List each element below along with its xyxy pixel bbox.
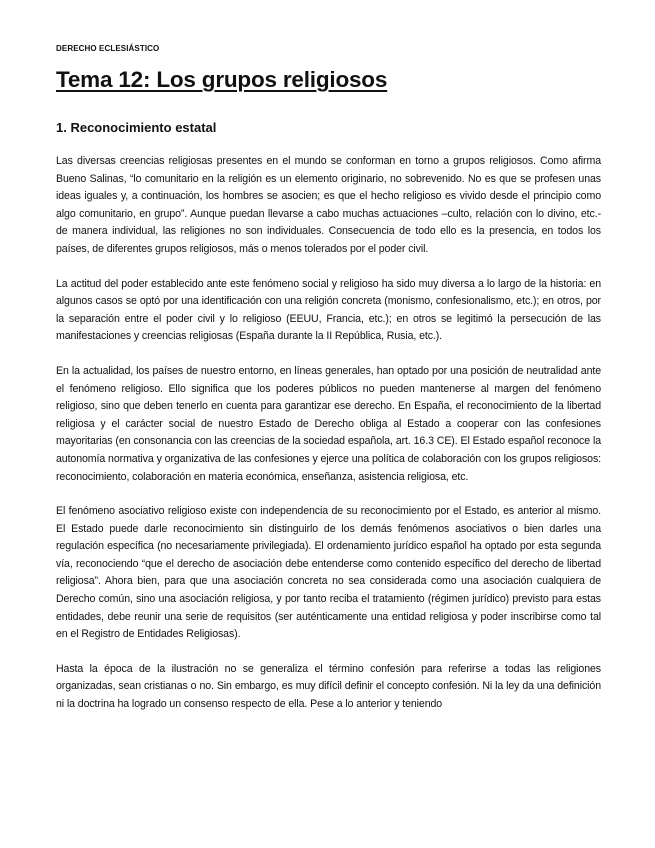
- paragraph-3: En la actualidad, los países de nuestro entorno, en líneas generales, han optado por una posición de neutralidad ante el fenómeno religioso. Ello significa que los poderes públicos no pueden mantenerse al margen del fenómeno religioso, sino que deben tenerlo en cuenta para garantizar ese derecho. En España, el reconocimiento de la libertad religiosa y el carácter social de nuestro Estado de Derecho obliga al Estado a cooperar con las confesiones mayoritarias (en consonancia con las creencias de la sociedad española, art. 16.3 CE). El Estado español reconoce la autonomía normativa y organizativa de las confesiones y ejerce una política de colaboración con los grupos religiosos: reconocimiento, colaboración en materia económica, enseñanza, asistencia religiosa, etc.: [56, 364, 601, 483]
- running-header: DERECHO ECLESIÁSTICO: [56, 44, 160, 53]
- paragraph-4: El fenómeno asociativo religioso existe con independencia de su reconocimiento por el Estado, es anterior al mismo. El Estado puede darle reconocimiento sin distinguirlo de los demás fenómenos asociativos o bien darles una regulación específica (no necesariamente privilegiada). El ordenamiento jurídico español ha optado por esta segunda vía, reconociendo “que el derecho de asociación debe entenderse como contenido específico del derecho de libertad religiosa”. Ahora bien, para que una asociación concreta no sea considerada como una asociación cualquiera de Derecho común, sino una asociación religiosa, y por tanto reciba el tratamiento (régimen jurídico) previsto para estas entidades, debe reunir una serie de requisitos (ser auténticamente una entidad religiosa y poder inscribirse como tal en el Registro de Entidades Religiosas).: [56, 505, 601, 641]
- paragraph-2: La actitud del poder establecido ante este fenómeno social y religioso ha sido muy diversa a lo largo de la historia: en algunos casos se optó por una identificación con una religión concreta (monismo, confesionalismo, etc.); en otros, por la separación entre el poder civil y lo religioso (EEUU, Francia, etc.); en otros se legitimó la persecución de las manifestaciones y creencias religiosas (España durante la II República, Rusia, etc.).: [56, 277, 601, 343]
- section-heading: 1. Reconocimiento estatal: [56, 120, 217, 135]
- paragraph-5: Hasta la época de la ilustración no se generaliza el término confesión para referirse a todas las religiones organizadas, sean cristianas o no. Sin embargo, es muy difícil definir el concepto confesión. Ni la ley da una definición ni la doctrina ha logrado un consenso respecto de ella. Pese a lo anterior y teniendo: [56, 662, 601, 711]
- paragraph-1: Las diversas creencias religiosas presentes en el mundo se conforman en torno a grupos religiosos. Como afirma Bueno Salinas, “lo comunitario en la religión es un elemento originario, no sobrevenido. No es que se profesen unas ideas iguales y, a continuación, los hombres se asocien; es que el hecho religioso es vivido desde el principio como algo comunitario, en grupo”. Aunque puedan llevarse a cabo muchas actuaciones –culto, relación con lo divino, etc.- de manera individual, las religiones no son individuales. Consecuencia de todo ello es la presencia, en todos los países, de diferentes grupos religiosos, más o menos tolerados por el poder civil.: [56, 155, 601, 255]
- document-title: Tema 12: Los grupos religiosos: [56, 67, 388, 92]
